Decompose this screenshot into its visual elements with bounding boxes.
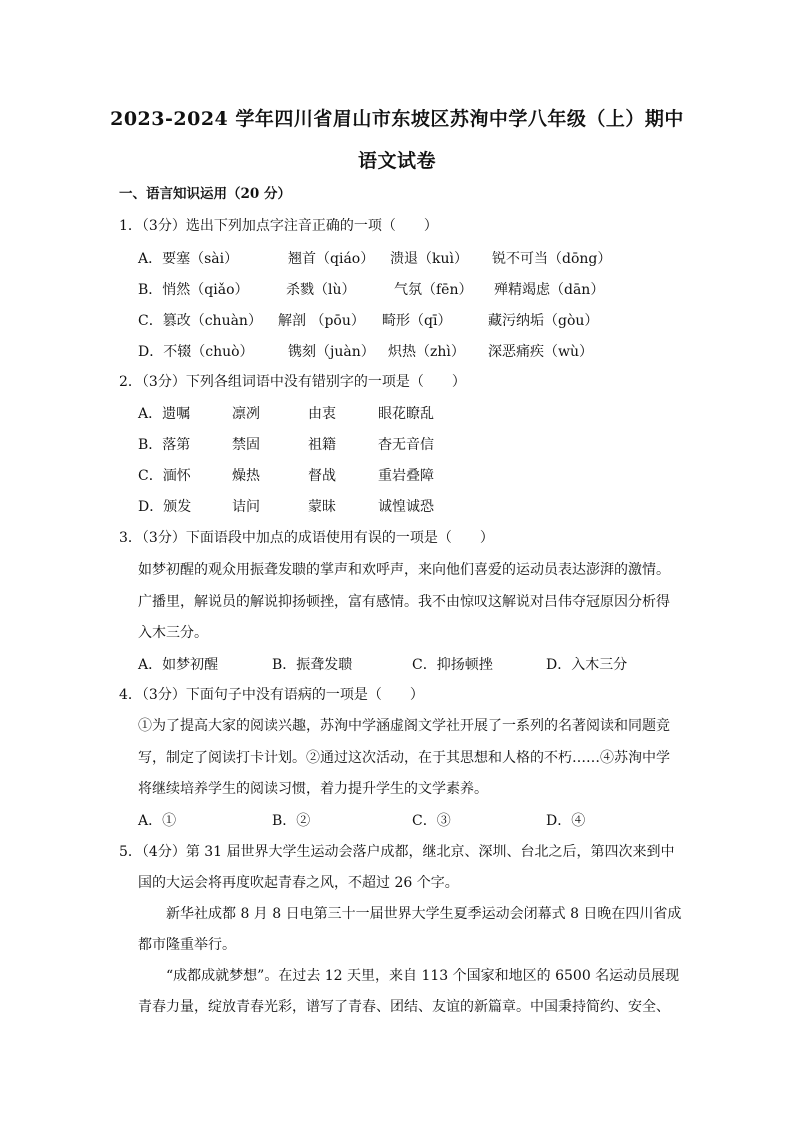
option-item: 诘问 <box>232 499 260 515</box>
option-item: A．① <box>138 813 177 829</box>
option-item: A．遗嘱 <box>138 406 191 422</box>
question-4-passage-line: 将继续培养学生的阅读习惯，着力提升学生的文学素养。 <box>138 781 488 797</box>
option-item: 深恶痛疾（wù） <box>488 344 593 360</box>
option-item: 督战 <box>308 468 336 484</box>
question-5-passage-line: “成都成就梦想”。在过去 12 天里，来自 113 个国家和地区的 6500 名运动员展现 <box>166 968 680 984</box>
option-item: 锐不可当（dōng） <box>492 251 612 267</box>
option-item: 气氛（fēn） <box>394 282 473 298</box>
option-item: C．③ <box>412 813 451 829</box>
section-heading: 一、语言知识运用（20 分） <box>119 186 291 202</box>
option-item: A．要塞（sài） <box>138 251 239 267</box>
option-item: 藏污纳垢（gòu） <box>488 313 599 329</box>
question-1-option-b <box>138 279 738 299</box>
question-4-stem: 4．（3分）下面句子中没有语病的一项是（ ） <box>119 687 424 703</box>
option-item: B．悄然（qiǎo） <box>138 282 249 298</box>
option-item: 解剖 （pōu） <box>278 313 365 329</box>
question-3-options <box>138 654 738 674</box>
option-item: 重岩叠障 <box>378 468 434 484</box>
question-2-option-b <box>138 434 738 454</box>
option-item: C．湎怀 <box>138 468 191 484</box>
option-item: 殚精竭虑（dān） <box>494 282 605 298</box>
question-2-option-c <box>138 465 738 485</box>
option-item: C．抑扬顿挫 <box>412 657 493 673</box>
option-item: D．颁发 <box>138 499 192 515</box>
question-2-option-d <box>138 496 738 516</box>
question-5-stem-line: 5．（4分）第 31 届世界大学生运动会落户成都，继北京、深圳、台北之后，第四次来到中 <box>119 844 675 860</box>
question-3-stem: 3．（3分）下面语段中加点的成语使用有误的一项是（ ） <box>119 530 494 546</box>
option-item: 溃退（kuì） <box>390 251 468 267</box>
option-item: 凛冽 <box>232 406 260 422</box>
question-5-stem-line: 国的大运会将再度吹起青春之风，不超过 26 个字。 <box>138 875 459 891</box>
option-item: B．振聋发聩 <box>272 657 353 673</box>
option-item: 蒙昧 <box>308 499 336 515</box>
question-3-passage-line: 广播里，解说员的解说抑扬顿挫，富有感情。我不由惊叹这解说对吕伟夺冠原因分析得 <box>138 594 670 610</box>
option-item: 炽热（zhì） <box>388 344 465 360</box>
option-item: 畸形（qī） <box>382 313 452 329</box>
question-4-options <box>138 810 738 830</box>
option-item: A．如梦初醒 <box>138 657 219 673</box>
question-1-stem: 1．（3分）选出下列加点字注音正确的一项（ ） <box>119 218 438 234</box>
question-1-option-d <box>138 341 738 361</box>
exam-title-line1: 2023-2024 学年四川省眉山市东坡区苏洵中学八年级（上）期中 <box>110 108 684 130</box>
option-item: C．篡改（chuàn） <box>138 313 262 329</box>
question-5-passage-line: 都市隆重举行。 <box>138 937 236 953</box>
question-2-option-a <box>138 403 738 423</box>
question-3-passage-line: 入木三分。 <box>138 625 208 641</box>
option-item: 镌刻（juàn） <box>288 344 375 360</box>
option-item: D．入木三分 <box>546 657 628 673</box>
question-5-passage-line: 青春力量，绽放青春光彩，谱写了青春、团结、友谊的新篇章。中国秉持简约、安全、 <box>138 999 670 1015</box>
option-item: 燥热 <box>232 468 260 484</box>
option-item: B．② <box>272 813 311 829</box>
option-item: 由衷 <box>308 406 336 422</box>
option-item: 眼花瞭乱 <box>378 406 434 422</box>
question-2-stem: 2．（3分）下列各组词语中没有错别字的一项是（ ） <box>119 374 466 390</box>
question-4-passage-line: ①为了提高大家的阅读兴趣，苏洵中学涵虚阁文学社开展了一系列的名著阅读和同题竞 <box>138 718 670 734</box>
question-3-passage-line: 如梦初醒的观众用振聋发聩的掌声和欢呼声，来向他们喜爱的运动员表达澎湃的激情。 <box>138 562 670 578</box>
option-item: D．④ <box>546 813 586 829</box>
question-1-option-c <box>138 310 738 330</box>
exam-title-line2: 语文试卷 <box>357 150 436 172</box>
option-item: 诚惶诚恐 <box>378 499 434 515</box>
option-item: B．落第 <box>138 437 191 453</box>
option-item: 杀戮（lù） <box>286 282 356 298</box>
question-1-option-a <box>138 248 738 268</box>
option-item: 禁固 <box>232 437 260 453</box>
option-item: 杳无音信 <box>378 437 434 453</box>
question-5-passage-line: 新华社成都 8 月 8 日电第三十一届世界大学生夏季运动会闭幕式 8 日晚在四川省成 <box>166 906 682 922</box>
option-item: 祖籍 <box>308 437 336 453</box>
option-item: D．不辍（chuò） <box>138 344 254 360</box>
question-4-passage-line: 写，制定了阅读打卡计划。②通过这次活动，在于其思想和人格的不朽……④苏洵中学 <box>138 750 670 766</box>
option-item: 翘首（qiáo） <box>288 251 375 267</box>
